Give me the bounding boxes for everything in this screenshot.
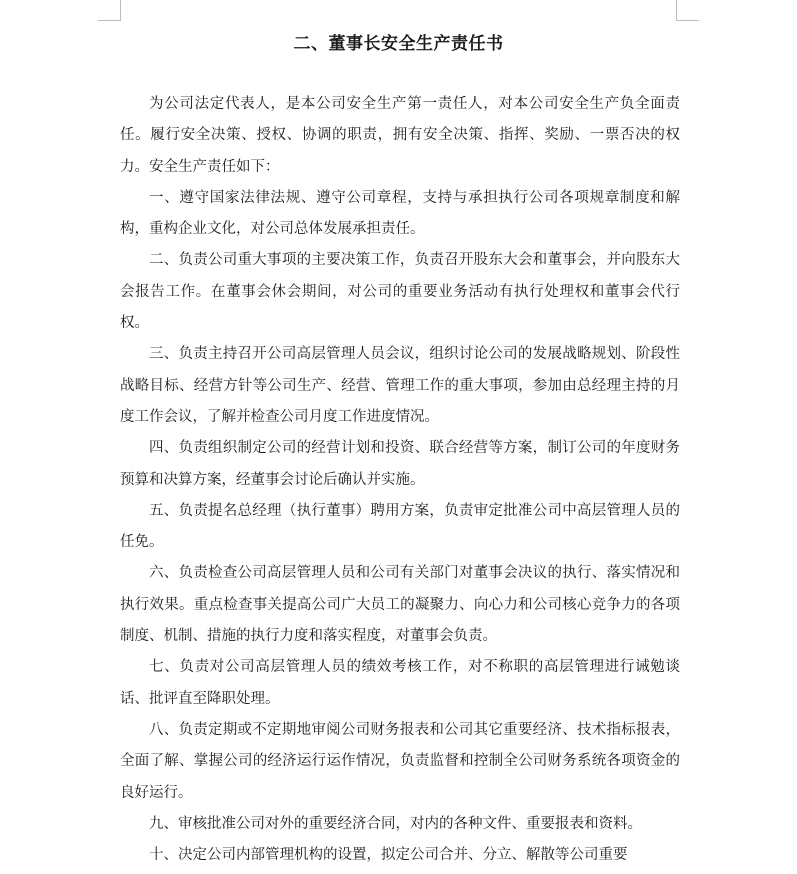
paragraph-item-3: 三、负责主持召开公司高层管理人员会议，组织讨论公司的发展战略规划、阶段性战略目标、经营方针等公司生产、经营、管理工作的重大事项，参加由总经理主持的月度工作会议，了解并检查公司月度工作进度情况。 [120, 346, 680, 425]
paragraph-item-7: 七、负责对公司高层管理人员的绩效考核工作，对不称职的高层管理进行诫勉谈话、批评直至降职处理。 [120, 659, 680, 707]
paragraph-item-10: 十、决定公司内部管理机构的设置，拟定公司合并、分立、解散等公司重要 [149, 847, 628, 864]
paragraph-item-5: 五、负责提名总经理（执行董事）聘用方案，负责审定批准公司中高层管理人员的任免。 [120, 502, 680, 551]
document-body [120, 89, 680, 871]
document-title: 二、董事长安全生产责任书 [293, 34, 504, 54]
crop-mark-top-left [98, 0, 121, 21]
paragraph-intro: 为公司法定代表人，是本公司安全生产第一责任人，对本公司安全生产负全面责任。履行安全决策、授权、协调的职责，拥有安全决策、指挥、奖励、一票否决的权力。安全生产责任如下： [120, 96, 680, 175]
crop-mark-top-right [676, 0, 699, 21]
paragraph-item-8: 八、负责定期或不定期地审阅公司财务报表和公司其它重要经济、技术指标报表，全面了解、掌握公司的经济运行运作情况，负责监督和控制全公司财务系统各项资金的良好运行。 [120, 721, 680, 801]
paragraph-item-1: 一、遵守国家法律法规、遵守公司章程，支持与承担执行公司各项规章制度和解构，重构企业文化，对公司总体发展承担责任。 [120, 189, 680, 238]
paragraph-item-2: 二、负责公司重大事项的主要决策工作，负责召开股东大会和董事会，并向股东大会报告工作。在董事会休会期间，对公司的重要业务活动有执行处理权和董事会代行权。 [120, 252, 680, 332]
paragraph-item-6: 六、负责检查公司高层管理人员和公司有关部门对董事会决议的执行、落实情况和执行效果。重点检查事关提高公司广大员工的凝聚力、向心力和公司核心竞争力的各项制度、机制、措施的执行力度和落实程度，对董事会负责。 [120, 565, 680, 645]
paragraph-item-9: 九、审核批准公司对外的重要经济合同，对内的各种文件、重要报表和资料。 [149, 815, 642, 832]
paragraph-item-4: 四、负责组织制定公司的经营计划和投资、联合经营等方案，制订公司的年度财务预算和决算方案，经董事会讨论后确认并实施。 [120, 440, 680, 488]
